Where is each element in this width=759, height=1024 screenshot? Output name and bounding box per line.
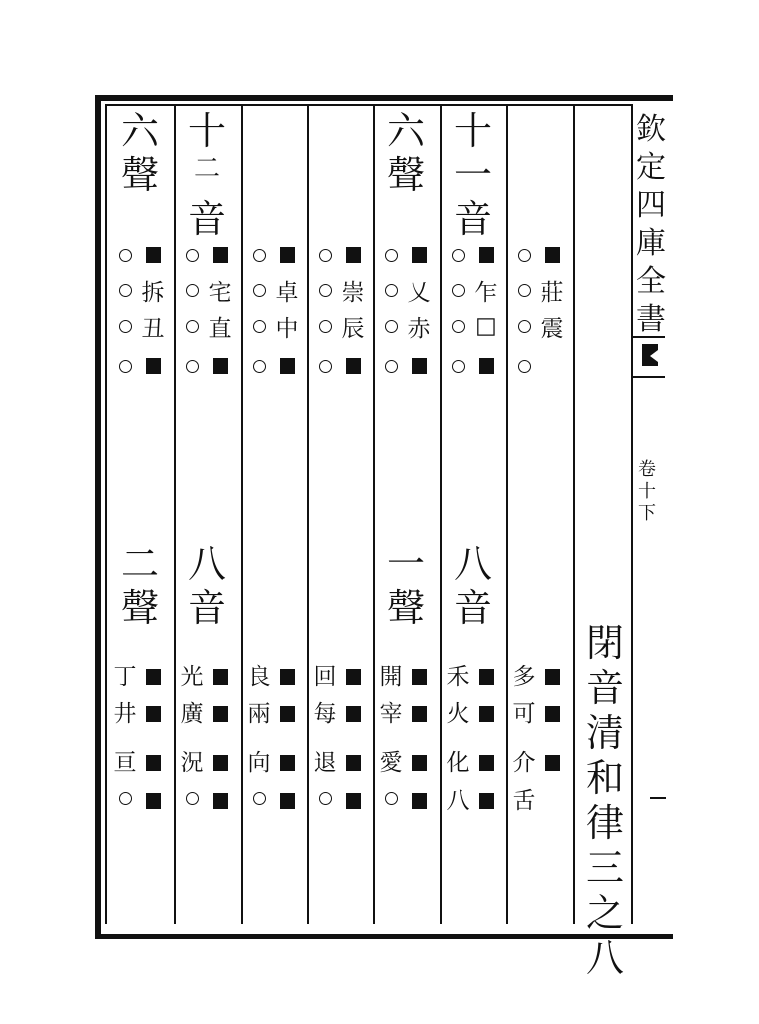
char-cell: 莊 [540, 279, 564, 306]
open-circle-mark [247, 276, 271, 304]
char-cell: 良 [247, 663, 271, 690]
fishtail-rule-bottom [631, 376, 665, 378]
filled-square-mark [474, 352, 498, 380]
heading-char: 聲 [386, 153, 425, 197]
filled-square-mark [341, 241, 365, 269]
heading-char: 音 [187, 197, 226, 241]
heading-char: 音 [453, 586, 492, 630]
char-cell: 況 [180, 749, 204, 776]
open-circle-mark [512, 241, 536, 269]
open-circle-mark [446, 276, 470, 304]
filled-square-mark [208, 700, 232, 728]
open-circle-mark [313, 312, 337, 340]
open-circle-mark [113, 784, 137, 812]
filled-square-mark [540, 241, 564, 269]
title-char: 四 [636, 188, 666, 223]
column-divider [307, 104, 309, 924]
open-circle-mark [313, 352, 337, 380]
heading-char: 音 [187, 586, 226, 630]
filled-square-mark [208, 241, 232, 269]
heading-char: 一 [386, 542, 425, 586]
char-cell: 開 [379, 663, 403, 690]
inner-border-left [105, 104, 107, 924]
heading-char: 十 [453, 109, 492, 153]
book-title [636, 104, 666, 337]
open-circle-mark [446, 352, 470, 380]
column-heading [107, 109, 173, 200]
filled-square-mark [540, 700, 564, 728]
char-cell: 丑 [141, 315, 165, 342]
filled-square-mark [341, 787, 365, 815]
volume-char: 十 [638, 481, 656, 502]
char-cell: 中 [275, 315, 299, 342]
open-circle-mark [247, 312, 271, 340]
lead-char: 閉 [586, 621, 625, 665]
filled-square-mark [474, 700, 498, 728]
heading-char: 聲 [386, 586, 425, 630]
char-cell: 可 [512, 700, 536, 727]
open-circle-mark [180, 784, 204, 812]
filled-square-mark [540, 749, 564, 777]
char-cell: 退 [313, 749, 337, 776]
lead-char: 八 [586, 936, 625, 980]
char-cell: 井 [113, 700, 137, 727]
open-circle-mark [379, 312, 403, 340]
char-cell: 化 [446, 749, 470, 776]
open-circle-mark [113, 312, 137, 340]
filled-square-mark [141, 749, 165, 777]
char-cell: 直 [208, 315, 232, 342]
char-cell: 乍 [474, 279, 498, 306]
char-cell: 亘 [113, 749, 137, 776]
column-heading [174, 542, 240, 633]
filled-square-mark [141, 241, 165, 269]
open-circle-mark [512, 276, 536, 304]
open-circle-mark [379, 784, 403, 812]
open-circle-mark [113, 276, 137, 304]
filled-square-mark [407, 663, 431, 691]
filled-square-mark [474, 663, 498, 691]
filled-square-mark [275, 787, 299, 815]
filled-square-mark [341, 749, 365, 777]
volume-char: 下 [638, 503, 656, 524]
char-cell: 禾 [446, 663, 470, 690]
char-cell: 回 [313, 663, 337, 690]
column-heading [440, 109, 506, 244]
char-cell: □ [475, 313, 497, 339]
open-circle-mark [247, 352, 271, 380]
volume-char: 卷 [638, 459, 656, 480]
filled-square-mark [407, 749, 431, 777]
filled-square-mark [341, 663, 365, 691]
open-circle-mark [247, 241, 271, 269]
filled-square-mark [275, 700, 299, 728]
heading-char: 聲 [120, 586, 159, 630]
filled-square-mark [341, 352, 365, 380]
char-cell: 崇 [341, 279, 365, 306]
filled-square-mark [141, 663, 165, 691]
lead-char: 清 [586, 711, 625, 755]
char-cell: 多 [512, 663, 536, 690]
open-circle-mark [247, 784, 271, 812]
column-divider [573, 104, 575, 924]
char-cell: 火 [446, 700, 470, 727]
open-circle-mark [512, 312, 536, 340]
char-cell: 宅 [208, 279, 232, 306]
open-circle-mark [180, 276, 204, 304]
filled-square-mark [407, 787, 431, 815]
fishtail-icon [640, 340, 660, 370]
filled-square-mark [407, 700, 431, 728]
filled-square-mark [275, 352, 299, 380]
filled-square-mark [141, 352, 165, 380]
filled-square-mark [208, 787, 232, 815]
char-cell: 兩 [247, 700, 271, 727]
open-circle-mark [180, 352, 204, 380]
char-cell: 丁 [113, 663, 137, 690]
column-heading [440, 542, 506, 633]
char-cell: 赤 [407, 315, 431, 342]
filled-square-mark [208, 749, 232, 777]
heading-char: 六 [120, 109, 159, 153]
char-cell: 宰 [379, 700, 403, 727]
open-circle-mark [313, 276, 337, 304]
volume-label [638, 455, 656, 524]
filled-square-mark [407, 241, 431, 269]
lead-char: 和 [586, 756, 625, 800]
lead-char: 音 [586, 666, 625, 710]
lead-text [586, 612, 625, 980]
empty-cell [540, 352, 564, 380]
empty-cell [540, 787, 564, 815]
filled-square-mark [474, 749, 498, 777]
filled-square-mark [275, 241, 299, 269]
title-char: 欽 [636, 112, 666, 147]
title-char: 庫 [636, 226, 666, 261]
column-divider [241, 104, 243, 924]
filled-square-mark [141, 700, 165, 728]
filled-square-mark [275, 663, 299, 691]
open-circle-mark [313, 784, 337, 812]
inner-border-top [105, 104, 632, 106]
lead-char: 三 [586, 846, 625, 890]
column-heading [174, 109, 240, 244]
filled-square-mark [540, 663, 564, 691]
column-heading [107, 542, 173, 633]
heading-char: 一 [453, 153, 492, 197]
open-circle-mark [446, 241, 470, 269]
title-char: 書 [636, 302, 666, 337]
open-circle-mark [379, 352, 403, 380]
heading-char: 音 [453, 197, 492, 241]
filled-square-mark [208, 663, 232, 691]
open-circle-mark [113, 352, 137, 380]
lead-char: 之 [586, 891, 625, 935]
char-cell: 每 [313, 700, 337, 727]
column-heading [373, 109, 439, 200]
heading-char: 十 [187, 109, 226, 153]
column-divider [373, 104, 375, 924]
filled-square-mark [208, 352, 232, 380]
fishtail-rule-top [631, 336, 665, 338]
heading-char: 八 [187, 542, 226, 586]
open-circle-mark [379, 276, 403, 304]
filled-square-mark [474, 787, 498, 815]
heading-char: 八 [453, 542, 492, 586]
char-cell: 卓 [275, 279, 299, 306]
char-cell: 辰 [341, 315, 365, 342]
margin-mark [650, 797, 666, 799]
filled-square-mark [474, 241, 498, 269]
heading-char: 聲 [120, 153, 159, 197]
lead-char: 律 [586, 801, 625, 845]
column-divider [506, 104, 508, 924]
char-cell: 乂 [407, 279, 431, 306]
char-cell: 八 [446, 787, 470, 814]
char-cell: 拆 [141, 279, 165, 306]
open-circle-mark [113, 241, 137, 269]
char-cell: 向 [247, 749, 271, 776]
title-char: 全 [636, 264, 666, 299]
title-char: 定 [636, 150, 666, 185]
open-circle-mark [512, 352, 536, 380]
open-circle-mark [446, 312, 470, 340]
char-cell: 廣 [180, 700, 204, 727]
char-cell: 舌 [512, 787, 536, 814]
heading-char: 二 [120, 542, 159, 586]
char-cell: 愛 [379, 749, 403, 776]
heading-char: 二 [193, 154, 220, 184]
char-cell: 介 [512, 749, 536, 776]
heading-char: 六 [386, 109, 425, 153]
open-circle-mark [379, 241, 403, 269]
filled-square-mark [141, 787, 165, 815]
column-heading [373, 542, 439, 633]
char-cell: 震 [540, 315, 564, 342]
open-circle-mark [313, 241, 337, 269]
open-circle-mark [180, 241, 204, 269]
char-cell: 光 [180, 663, 204, 690]
filled-square-mark [407, 352, 431, 380]
open-circle-mark [180, 312, 204, 340]
filled-square-mark [275, 749, 299, 777]
filled-square-mark [341, 700, 365, 728]
